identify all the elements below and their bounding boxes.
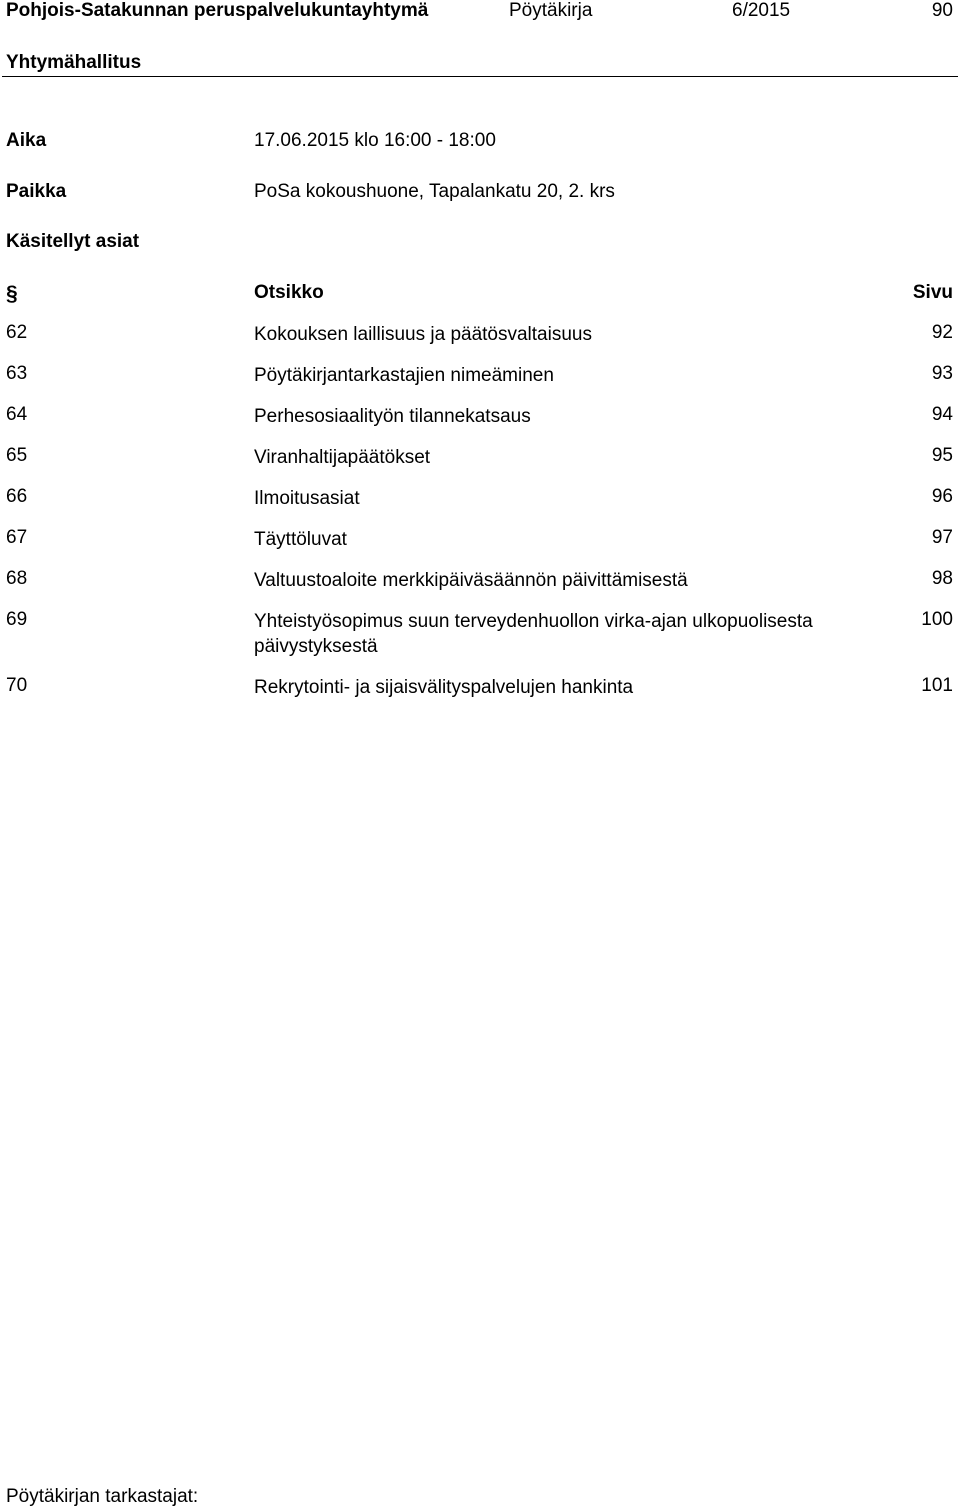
toc-row-page: 94 <box>931 404 953 425</box>
toc-row-title: Täyttöluvat <box>254 529 347 550</box>
toc-row-title: Viranhaltijapäätökset <box>254 447 431 468</box>
toc-row-title: Ilmoitusasiat <box>254 488 360 509</box>
toc-row-page: 95 <box>931 445 953 466</box>
issue-number: 6/2015 <box>732 0 791 21</box>
toc-row-page: 97 <box>931 527 953 548</box>
toc-row-number: 66 <box>6 486 28 507</box>
toc-row-title: Perhesosiaalityön tilannekatsaus <box>254 406 531 427</box>
toc-row-page: 100 <box>921 609 953 630</box>
toc-row-number: 70 <box>6 675 28 696</box>
header-divider <box>2 76 958 77</box>
organization-name: Pohjois-Satakunnan peruspalvelukuntayhtymä <box>6 0 429 21</box>
document-type: Pöytäkirja <box>509 0 593 21</box>
toc-row-number: 62 <box>6 322 28 343</box>
place-label: Paikka <box>6 181 67 202</box>
toc-row-title: Kokouksen laillisuus ja päätösvaltaisuus <box>254 324 592 345</box>
toc-row-number: 63 <box>6 363 28 384</box>
page-number: 90 <box>931 0 953 21</box>
toc-row-title: Valtuustoaloite merkkipäiväsäännön päivittämisestä <box>254 570 688 591</box>
toc-row-page: 92 <box>931 322 953 343</box>
governing-body: Yhtymähallitus <box>6 52 142 73</box>
toc-title-header: Otsikko <box>254 282 324 303</box>
toc-row-number: 64 <box>6 404 28 425</box>
time-label: Aika <box>6 130 47 151</box>
place-value: PoSa kokoushuone, Tapalankatu 20, 2. krs <box>254 181 615 202</box>
toc-row-page: 93 <box>931 363 953 384</box>
toc-row-number: 67 <box>6 527 28 548</box>
items-label: Käsitellyt asiat <box>6 231 140 252</box>
toc-row-page: 96 <box>931 486 953 507</box>
toc-row-page: 101 <box>921 675 953 696</box>
toc-row-title: Rekrytointi- ja sijaisvälityspalvelujen hankinta <box>254 677 634 698</box>
toc-row-number: 68 <box>6 568 28 589</box>
toc-row-number: 69 <box>6 609 28 630</box>
toc-row-page: 98 <box>931 568 953 589</box>
reviewers-label: Pöytäkirjan tarkastajat: <box>6 1486 199 1507</box>
section-symbol: § <box>6 282 18 305</box>
toc-page-header: Sivu <box>912 282 953 303</box>
toc-row-title: Pöytäkirjantarkastajien nimeäminen <box>254 365 554 386</box>
toc-row-title: Yhteistyösopimus suun terveydenhuollon virka-ajan ulkopuolisesta päivystyksestä <box>254 611 813 657</box>
time-value: 17.06.2015 klo 16:00 - 18:00 <box>254 130 496 151</box>
toc-row-number: 65 <box>6 445 28 466</box>
